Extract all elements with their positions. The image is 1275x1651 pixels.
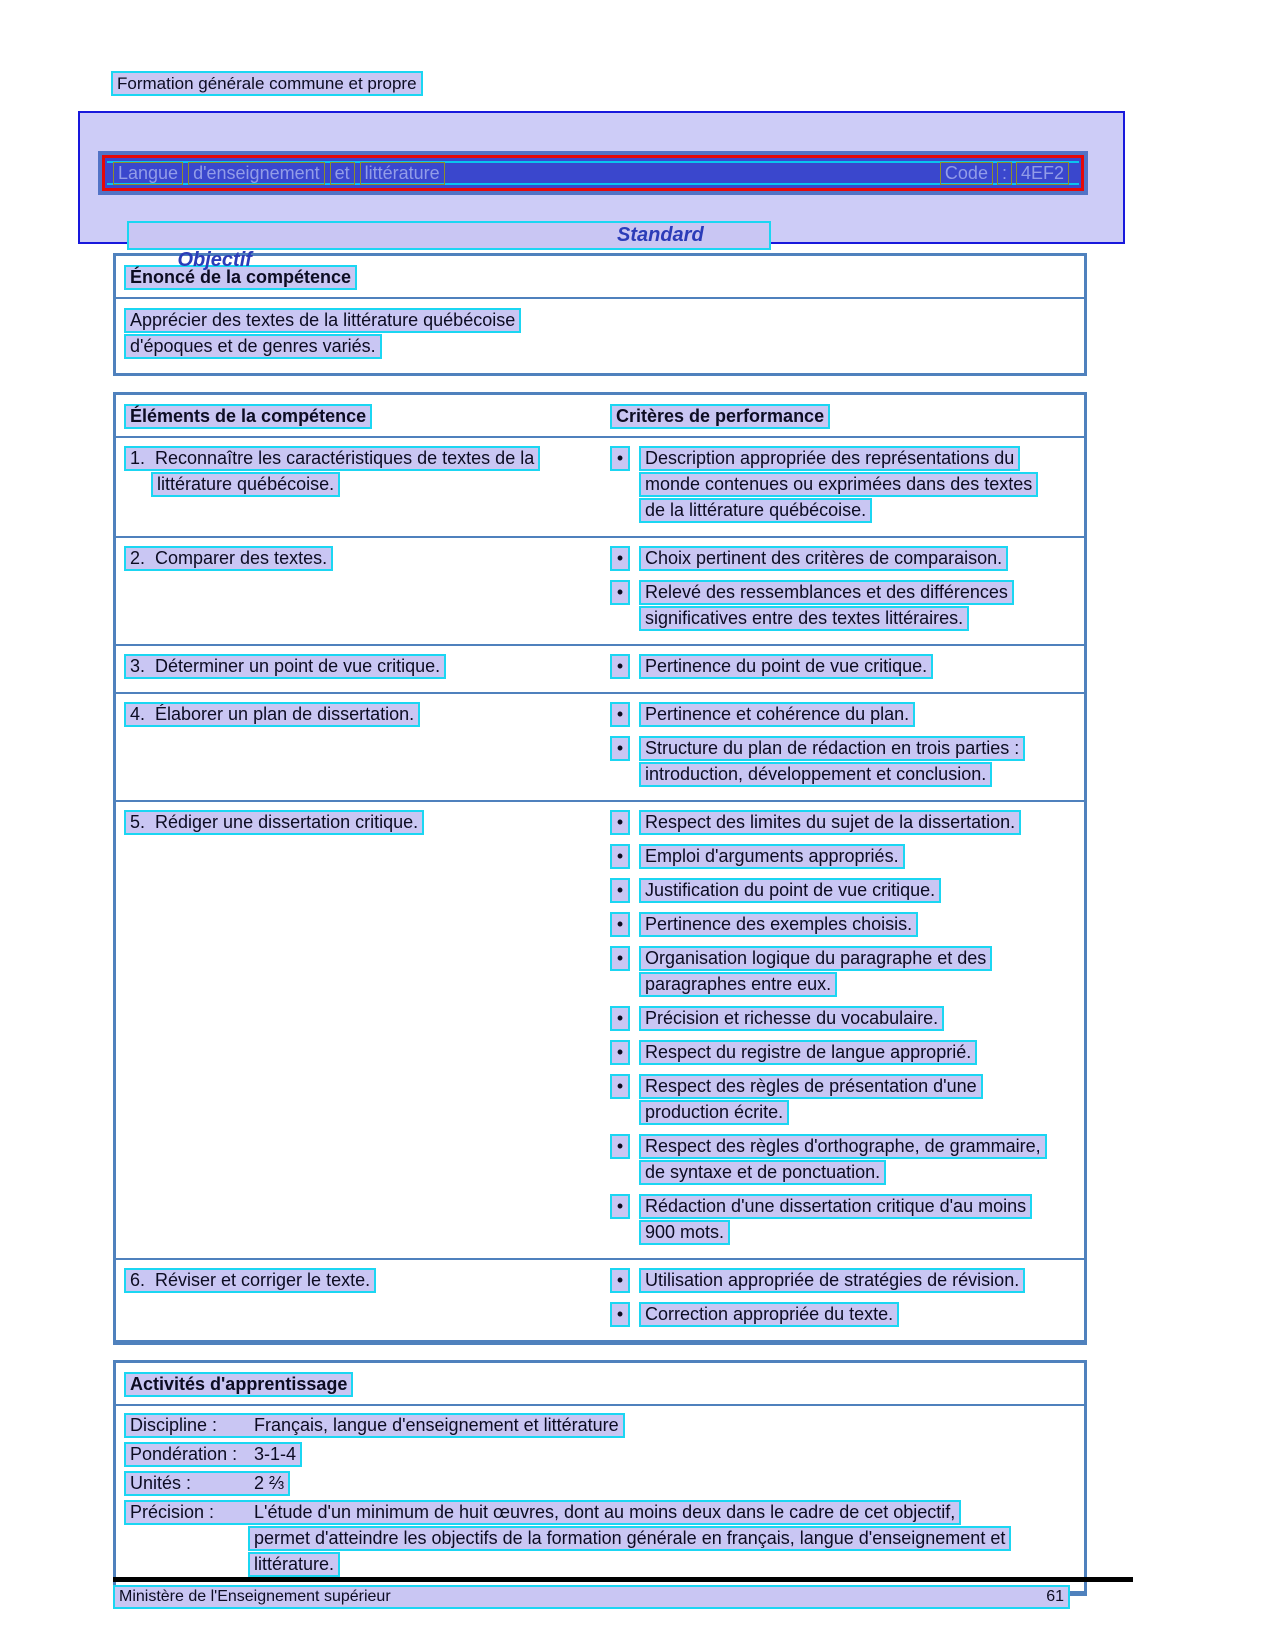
criterion-line: Emploi d'arguments appropriés. (639, 844, 905, 869)
criterion-line: Structure du plan de rédaction en trois parties : (639, 736, 1025, 761)
criterion-lines (639, 1194, 1032, 1246)
competence-table (113, 392, 1087, 1345)
objectif-standard-highlight (127, 221, 771, 271)
title-panel (78, 111, 1125, 271)
criterion-lines (639, 1268, 1025, 1294)
activites-title: Activités d'apprentissage (124, 1372, 353, 1397)
criterion-item (610, 810, 1076, 836)
criteria-cell (610, 702, 1076, 796)
element-cell (124, 446, 610, 532)
element-line: 3. Déterminer un point de vue critique. (124, 654, 446, 679)
criterion-lines (639, 1006, 944, 1032)
table-body (116, 438, 1084, 1340)
criterion-lines (639, 580, 1014, 632)
enonce-line: Apprécier des textes de la littérature québécoise (124, 308, 521, 333)
criterion-item (610, 1074, 1076, 1126)
banner-annotation-rect (102, 155, 1084, 191)
criterion-line: introduction, développement et conclusion. (639, 762, 992, 787)
criterion-lines (639, 1302, 899, 1328)
element-cell (124, 810, 610, 1254)
element-line: 4. Élaborer un plan de dissertation. (124, 702, 420, 727)
criterion-item (610, 580, 1076, 632)
criterion-line: Respect des limites du sujet de la dissertation. (639, 810, 1021, 835)
activite-label: Pondération : (130, 1444, 238, 1464)
criterion-item (610, 1134, 1076, 1186)
activite-value: Français, langue d'enseignement et littérature (254, 1415, 619, 1435)
bullet-icon: • (610, 1302, 630, 1327)
standard-heading: Standard (617, 224, 704, 246)
criterion-item (610, 1302, 1076, 1328)
criterion-line: Précision et richesse du vocabulaire. (639, 1006, 944, 1031)
criterion-item (610, 946, 1076, 998)
element-line: 2. Comparer des textes. (124, 546, 333, 571)
criterion-lines (639, 1134, 1047, 1186)
criterion-lines (639, 844, 905, 870)
activite-row (124, 1442, 1076, 1467)
criterion-line: Justification du point de vue critique. (639, 878, 941, 903)
bullet-icon: • (610, 946, 630, 971)
bullet-icon: • (610, 702, 630, 727)
activite-row (124, 1500, 1076, 1577)
criterion-item (610, 912, 1076, 938)
title-word: d'enseignement (188, 162, 325, 185)
criterion-lines (639, 736, 1025, 788)
activite-value: 3-1-4 (254, 1444, 297, 1464)
activite-line (124, 1471, 290, 1496)
criterion-line: 900 mots. (639, 1220, 730, 1245)
activite-line (124, 1442, 302, 1467)
title-word: Langue (113, 162, 183, 185)
bullet-icon: • (610, 878, 630, 903)
criterion-line: production écrite. (639, 1100, 789, 1125)
criterion-line: Description appropriée des représentations du (639, 446, 1020, 471)
element-cell (124, 546, 610, 640)
table-row (116, 1260, 1084, 1340)
element-line: 5. Rédiger une dissertation critique. (124, 810, 424, 835)
content-column (113, 253, 1087, 1596)
criterion-line: Pertinence et cohérence du plan. (639, 702, 915, 727)
criterion-item (610, 736, 1076, 788)
criterion-line: Correction appropriée du texte. (639, 1302, 899, 1327)
criterion-line: Respect du registre de langue approprié. (639, 1040, 977, 1065)
title-word: et (330, 162, 355, 185)
criterion-lines (639, 912, 918, 938)
criterion-line: Pertinence des exemples choisis. (639, 912, 918, 937)
criterion-line: significatives entre des textes littéraires. (639, 606, 969, 631)
criterion-lines (639, 446, 1038, 524)
criterion-item (610, 654, 1076, 680)
criterion-item (610, 546, 1076, 572)
element-cell (124, 702, 610, 796)
title-word: littérature (360, 162, 445, 185)
bullet-icon: • (610, 1268, 630, 1293)
activite-label: Précision : (130, 1502, 215, 1522)
criterion-line: de la littérature québécoise. (639, 498, 872, 523)
criterion-item (610, 702, 1076, 728)
criterion-line: paragraphes entre eux. (639, 972, 837, 997)
criterion-item (610, 1006, 1076, 1032)
criteria-cell (610, 810, 1076, 1254)
bullet-icon: • (610, 736, 630, 761)
criteria-cell (610, 546, 1076, 640)
criteria-cell (610, 1268, 1076, 1336)
bullet-icon: • (610, 1134, 630, 1159)
criterion-line: Choix pertinent des critères de comparaison. (639, 546, 1008, 571)
page-number: 61 (1046, 1588, 1064, 1605)
code-word: 4EF2 (1016, 162, 1069, 185)
criterion-line: Pertinence du point de vue critique. (639, 654, 933, 679)
criterion-item (610, 1268, 1076, 1294)
element-line: 1. Reconnaître les caractéristiques de textes de la (124, 446, 540, 471)
table-header-criteres (610, 404, 1076, 429)
footer-highlight (113, 1585, 1070, 1609)
activite-line (124, 1500, 961, 1525)
criterion-lines (639, 1040, 977, 1066)
bullet-icon: • (610, 1194, 630, 1219)
element-cell (124, 1268, 610, 1336)
bullet-icon: • (610, 810, 630, 835)
criterion-lines (639, 654, 933, 680)
course-code (940, 162, 1073, 185)
bullet-icon: • (610, 912, 630, 937)
element-line: 6. Réviser et corriger le texte. (124, 1268, 376, 1293)
activite-continuation: permet d'atteindre les objectifs de la formation générale en français, langue d'enseignement et (248, 1526, 1011, 1551)
footer-rule (113, 1577, 1133, 1582)
activite-row (124, 1471, 1076, 1496)
bullet-icon: • (610, 844, 630, 869)
col1-header-text: Éléments de la compétence (124, 404, 372, 429)
bullet-icon: • (610, 1006, 630, 1031)
criterion-line: Utilisation appropriée de stratégies de révision. (639, 1268, 1025, 1293)
criterion-item (610, 1040, 1076, 1066)
objectif-standard-row (127, 221, 771, 321)
activites-body (116, 1406, 1084, 1591)
page-footer (113, 1585, 1070, 1609)
element-cell (124, 654, 610, 688)
running-header-text: Formation générale commune et propre (111, 71, 423, 96)
criterion-line: monde contenues ou exprimées dans des textes (639, 472, 1038, 497)
criterion-lines (639, 878, 941, 904)
code-word: Code (940, 162, 993, 185)
bullet-icon: • (610, 1040, 630, 1065)
course-title (113, 162, 450, 185)
criterion-line: Respect des règles de présentation d'une (639, 1074, 983, 1099)
bullet-icon: • (610, 654, 630, 679)
criterion-lines (639, 1074, 983, 1126)
footer-ministry: Ministère de l'Enseignement supérieur (119, 1588, 391, 1605)
table-row (116, 538, 1084, 646)
criterion-item (610, 446, 1076, 524)
activite-label: Unités : (130, 1473, 192, 1493)
criterion-item (610, 878, 1076, 904)
enonce-line: d'époques et de genres variés. (124, 334, 382, 359)
criterion-lines (639, 946, 992, 998)
criteria-cell (610, 654, 1076, 688)
activites-box (113, 1360, 1087, 1596)
element-line: littérature québécoise. (151, 472, 340, 497)
criterion-lines (639, 810, 1021, 836)
activite-continuation: littérature. (248, 1552, 340, 1577)
criterion-line: de syntaxe et de ponctuation. (639, 1160, 886, 1185)
bullet-icon: • (610, 580, 630, 605)
table-header-elements (124, 404, 610, 429)
activites-header (116, 1363, 1084, 1406)
criterion-lines (639, 702, 915, 728)
title-banner (98, 151, 1088, 195)
criterion-item (610, 844, 1076, 870)
activite-value: L'étude d'un minimum de huit œuvres, dont au moins deux dans le cadre de cet objectif, (254, 1502, 956, 1522)
table-row (116, 802, 1084, 1260)
col2-header-text: Critères de performance (610, 404, 830, 429)
bullet-icon: • (610, 446, 630, 471)
activite-label: Discipline : (130, 1415, 218, 1435)
table-row (116, 438, 1084, 538)
table-row (116, 694, 1084, 802)
table-row (116, 646, 1084, 694)
criterion-lines (639, 546, 1008, 572)
bullet-icon: • (610, 546, 630, 571)
objectif-heading: Objectif (177, 249, 252, 271)
table-header-row (116, 395, 1084, 438)
banner-text-strip (107, 161, 1079, 185)
criteria-cell (610, 446, 1076, 532)
activite-value: 2 ⅔ (254, 1473, 285, 1493)
bullet-icon: • (610, 1074, 630, 1099)
running-header (111, 71, 423, 96)
criterion-line: Respect des règles d'orthographe, de grammaire, (639, 1134, 1047, 1159)
enonce-title: Énoncé de la compétence (124, 265, 357, 290)
criterion-line: Organisation logique du paragraphe et des (639, 946, 992, 971)
criterion-line: Relevé des ressemblances et des différences (639, 580, 1014, 605)
activite-line (124, 1413, 625, 1438)
code-word: : (997, 162, 1012, 185)
activite-row (124, 1413, 1076, 1438)
criterion-line: Rédaction d'une dissertation critique d'au moins (639, 1194, 1032, 1219)
criterion-item (610, 1194, 1076, 1246)
